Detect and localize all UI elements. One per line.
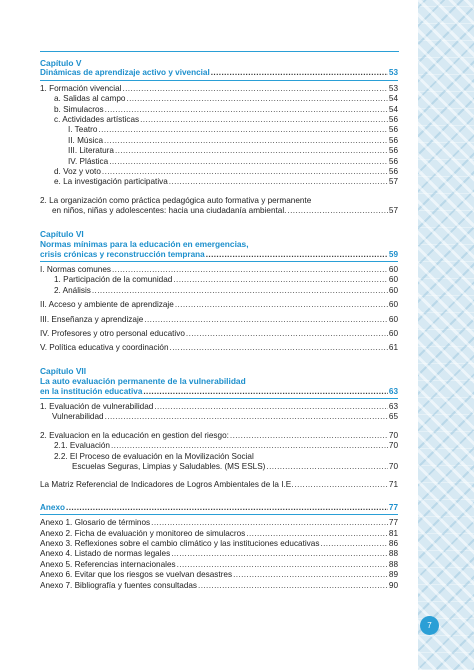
toc-entry[interactable] bbox=[40, 570, 398, 580]
toc-entry-page: 70 bbox=[388, 462, 398, 471]
leader-dots bbox=[144, 315, 388, 325]
leader-dots bbox=[246, 529, 388, 539]
toc-entry-text: II. Acceso y ambiente de aprendizaje bbox=[40, 300, 174, 310]
leader-dots bbox=[175, 300, 388, 310]
chapter-title-line: Normas mínimas para la educación en emergencias, bbox=[40, 239, 249, 250]
leader-dots bbox=[115, 146, 388, 156]
toc-entry-page: 57 bbox=[388, 177, 398, 187]
spacer bbox=[40, 423, 398, 431]
toc-entry-text: b. Simulacros bbox=[54, 104, 104, 114]
leader-dots bbox=[233, 570, 388, 580]
chapter-heading[interactable] bbox=[40, 68, 398, 80]
toc-entry-text: Escuelas Seguras, Limpias y Saludables. (MS ESLS) bbox=[72, 462, 266, 471]
leader-dots bbox=[186, 329, 388, 339]
spacer bbox=[40, 472, 398, 480]
toc-entry-line: 2.2. El Proceso de evaluación en la Movilización Social bbox=[54, 451, 254, 461]
toc-entry-page: 54 bbox=[388, 104, 398, 114]
toc-entry[interactable] bbox=[40, 431, 398, 441]
leader-dots bbox=[206, 250, 388, 260]
toc-entry-text: Anexo 2. Ficha de evaluación y monitoreo de simulacros bbox=[40, 528, 246, 538]
toc-entry-text: 1. Participación de la comunidad bbox=[54, 275, 173, 285]
toc-entry-text: Anexo 5. Referencias internacionales bbox=[40, 559, 176, 569]
toc-section bbox=[40, 366, 398, 491]
leader-dots bbox=[320, 539, 387, 549]
toc-entry[interactable] bbox=[40, 402, 398, 412]
toc-entry[interactable] bbox=[40, 441, 398, 451]
decorative-side-band bbox=[418, 0, 474, 670]
leader-dots bbox=[211, 68, 388, 78]
toc-entry-text: 1. Evaluación de vulnerabilidad bbox=[40, 401, 154, 411]
toc-entry[interactable] bbox=[40, 146, 398, 156]
toc-entry-text: c. Actividades artísticas bbox=[54, 115, 140, 125]
leader-dots bbox=[140, 115, 388, 125]
toc-entry[interactable] bbox=[40, 343, 398, 353]
toc-entry-line: 2. La organización como práctica pedagógica auto formativa y permanente bbox=[40, 195, 312, 205]
toc-entry-text: Anexo 1. Glosario de términos bbox=[40, 518, 151, 528]
chapter-page: 77 bbox=[388, 502, 398, 512]
toc-entry-page: 71 bbox=[388, 480, 398, 490]
toc-entry[interactable] bbox=[40, 125, 398, 135]
leader-dots bbox=[126, 94, 387, 104]
chapter-label: Capítulo VII bbox=[40, 365, 87, 376]
toc-entry[interactable] bbox=[40, 329, 398, 339]
toc-entry-text: 2. Análisis bbox=[54, 285, 91, 295]
toc-entry-page: 60 bbox=[388, 314, 398, 324]
toc-entry-page: 60 bbox=[388, 264, 398, 274]
leader-dots bbox=[295, 480, 388, 490]
chapter-label: Capítulo V bbox=[40, 58, 82, 68]
toc-entry-page: 53 bbox=[388, 83, 398, 93]
leader-dots bbox=[92, 286, 388, 296]
toc-entry-page: 77 bbox=[388, 518, 398, 528]
toc-entry-page: 88 bbox=[388, 549, 398, 559]
chapter-title: Dinámicas de aprendizaje activo y vivencial bbox=[40, 68, 210, 78]
chapter-title: en la institución educativa bbox=[40, 386, 143, 396]
leader-dots bbox=[112, 265, 388, 275]
toc-entry-page: 65 bbox=[388, 412, 398, 422]
toc-section bbox=[40, 503, 398, 591]
table-of-contents bbox=[40, 58, 398, 591]
toc-entry[interactable] bbox=[40, 560, 398, 570]
toc-entry[interactable] bbox=[40, 480, 398, 490]
toc-entry-text: 2.1. Evaluación bbox=[54, 441, 110, 451]
toc-entry-page: 86 bbox=[388, 539, 398, 549]
leader-dots bbox=[122, 84, 387, 94]
toc-entry-text: La Matriz Referencial de Indicadores de Logros Ambientales de la I.E. bbox=[40, 480, 294, 490]
leader-dots bbox=[109, 157, 388, 167]
toc-entry-page: 70 bbox=[388, 441, 398, 451]
toc-entry[interactable] bbox=[40, 581, 398, 591]
chapter-title-line: La auto evaluación permanente de la vulnerabilidad bbox=[40, 376, 246, 387]
toc-entry-text: IV. Profesores y otro personal educativo bbox=[40, 328, 185, 338]
toc-entry-page: 56 bbox=[388, 135, 398, 145]
toc-entry-text: 2. Evaluacion en la educación en gestion del riesgo: bbox=[40, 430, 229, 440]
chapter-page: 59 bbox=[388, 249, 398, 259]
leader-dots bbox=[171, 549, 388, 559]
leader-dots bbox=[151, 518, 388, 528]
spacer bbox=[40, 188, 398, 196]
toc-entry-text: III. Enseñanza y aprendizaje bbox=[40, 314, 144, 324]
toc-entry[interactable] bbox=[40, 84, 398, 94]
toc-entry[interactable] bbox=[40, 105, 398, 115]
chapter-label: Capítulo VI bbox=[40, 228, 84, 239]
toc-entry[interactable] bbox=[40, 412, 398, 422]
toc-entry-text: a. Salidas al campo bbox=[54, 94, 126, 104]
toc-entry-text: Vulnerabilidad bbox=[52, 412, 104, 422]
toc-entry-text: III. Literatura bbox=[68, 146, 114, 156]
toc-entry[interactable] bbox=[40, 529, 398, 539]
toc-entry[interactable] bbox=[40, 94, 398, 104]
toc-entry-text: 1. Formación vivencial bbox=[40, 83, 122, 93]
leader-dots bbox=[102, 167, 388, 177]
toc-entry-page: 81 bbox=[388, 528, 398, 538]
toc-entry-page: 88 bbox=[388, 559, 398, 569]
toc-entry-text: Anexo 6. Evitar que los riesgos se vuelvan desastres bbox=[40, 570, 233, 580]
toc-entry-text: e. La investigación participativa bbox=[54, 177, 168, 187]
chapter-title: crisis crónicas y reconstrucción temprana bbox=[40, 249, 205, 259]
toc-entry[interactable] bbox=[40, 300, 398, 310]
toc-entry-text: IV. Plástica bbox=[68, 156, 109, 166]
toc-entry[interactable] bbox=[40, 136, 398, 146]
leader-dots bbox=[105, 412, 388, 422]
toc-entry-page: 61 bbox=[388, 343, 398, 353]
leader-dots bbox=[170, 343, 388, 353]
chapter-heading[interactable] bbox=[40, 387, 398, 399]
toc-section bbox=[40, 229, 398, 354]
toc-entry[interactable] bbox=[40, 265, 398, 275]
chapter-title: Anexo bbox=[40, 502, 66, 512]
leader-dots bbox=[111, 441, 388, 451]
toc-entry[interactable] bbox=[40, 518, 398, 528]
toc-entry-page: 63 bbox=[388, 401, 398, 411]
toc-entry-page: 56 bbox=[388, 115, 398, 125]
top-rule bbox=[40, 51, 399, 52]
toc-entry-page: 90 bbox=[388, 580, 398, 590]
toc-entry[interactable] bbox=[40, 157, 398, 167]
leader-dots bbox=[104, 136, 388, 146]
toc-entry-page: 56 bbox=[388, 156, 398, 166]
toc-entry-page: 60 bbox=[388, 275, 398, 285]
toc-entry[interactable] bbox=[40, 275, 398, 285]
toc-entry[interactable] bbox=[40, 115, 398, 125]
toc-entry-text: II. Música bbox=[68, 135, 104, 145]
chapter-heading[interactable] bbox=[40, 503, 398, 515]
toc-entry[interactable] bbox=[40, 315, 398, 325]
leader-dots bbox=[177, 560, 388, 570]
toc-entry-page: 56 bbox=[388, 146, 398, 156]
toc-entry[interactable] bbox=[40, 539, 398, 549]
page-number-badge: 7 bbox=[420, 616, 439, 635]
leader-dots bbox=[66, 503, 388, 513]
leader-dots bbox=[105, 105, 388, 115]
toc-entry[interactable] bbox=[40, 549, 398, 559]
toc-entry-text: Anexo 7. Bibliografía y fuentes consultadas bbox=[40, 580, 198, 590]
toc-entry-page: 70 bbox=[388, 430, 398, 440]
toc-entry-text: I. Normas comunes bbox=[40, 264, 111, 274]
toc-entry-text: en niños, niñas y adolescentes: hacia una ciudadanía ambiental. bbox=[52, 206, 287, 216]
chapter-page: 53 bbox=[388, 68, 398, 78]
leader-dots bbox=[169, 177, 388, 187]
toc-entry-page: 54 bbox=[388, 94, 398, 104]
toc-entry-page: 60 bbox=[388, 328, 398, 338]
toc-entry-page: 60 bbox=[388, 300, 398, 310]
chapter-page: 63 bbox=[388, 386, 398, 396]
leader-dots bbox=[266, 462, 387, 472]
toc-entry-text: Anexo 4. Listado de normas legales bbox=[40, 549, 171, 559]
leader-dots bbox=[287, 206, 387, 216]
toc-entry-text: I. Teatro bbox=[68, 125, 98, 135]
toc-entry[interactable] bbox=[40, 206, 398, 216]
toc-entry-text: d. Voz y voto bbox=[54, 167, 101, 177]
toc-entry[interactable] bbox=[40, 462, 398, 472]
toc-entry-page: 60 bbox=[388, 285, 398, 295]
toc-entry[interactable] bbox=[40, 167, 398, 177]
toc-section bbox=[40, 58, 398, 217]
leader-dots bbox=[173, 275, 388, 285]
toc-entry-page: 89 bbox=[388, 570, 398, 580]
leader-dots bbox=[154, 402, 388, 412]
toc-entry-page: 57 bbox=[388, 206, 398, 216]
toc-entry-page: 56 bbox=[388, 125, 398, 135]
toc-entry-text: Anexo 3. Reflexiones sobre el cambio climático y las instituciones educativas bbox=[40, 539, 320, 549]
leader-dots bbox=[143, 387, 388, 397]
leader-dots bbox=[98, 125, 387, 135]
toc-entry[interactable] bbox=[40, 177, 398, 187]
leader-dots bbox=[230, 431, 388, 441]
toc-entry[interactable] bbox=[40, 286, 398, 296]
toc-entry-text: V. Política educativa y coordinación bbox=[40, 343, 169, 353]
leader-dots bbox=[198, 581, 388, 591]
toc-entry-page: 56 bbox=[388, 167, 398, 177]
chapter-heading[interactable] bbox=[40, 250, 398, 262]
